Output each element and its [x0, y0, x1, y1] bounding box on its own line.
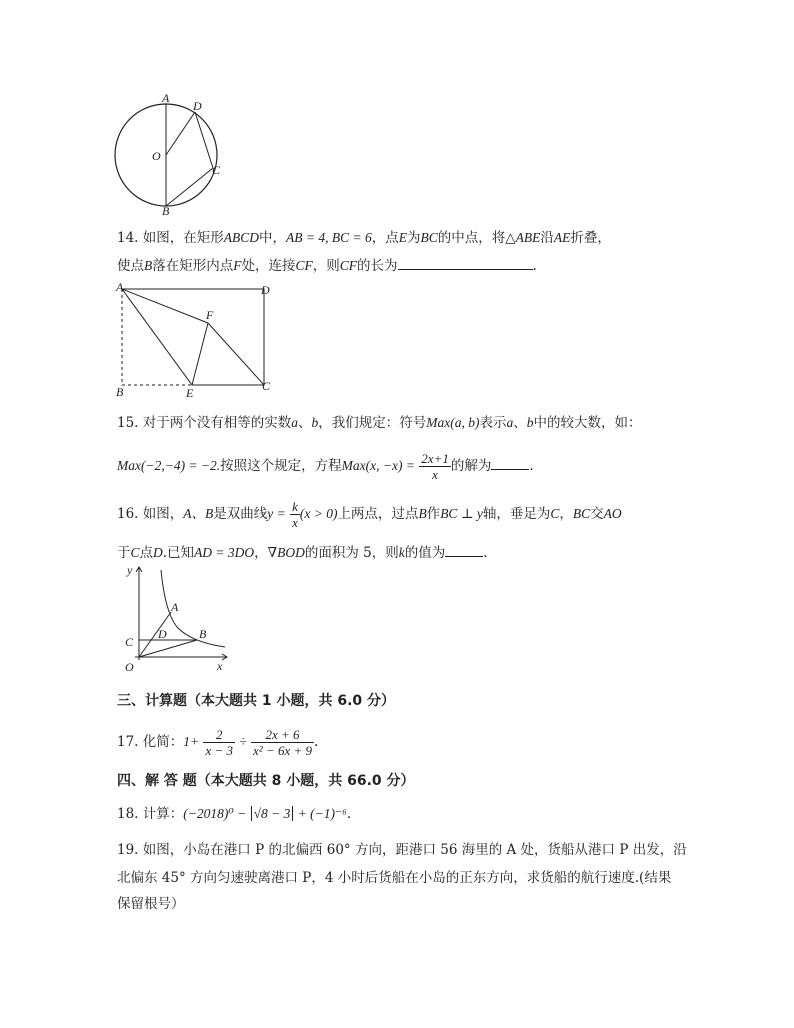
question-18: 18. 计算：(−2018)⁰ − √8 − 3 + (−1)⁻⁶. [117, 806, 352, 822]
question-17: 17. 化简：1+ $\frac{2}{x - 3}$ ÷ $\frac{2x + 6}{\text{x² − 6x + 9}}$ . [117, 727, 319, 758]
question-14-line-2: 使点B落在矩形内点F处，连接CF，则CF的长为 . [117, 255, 537, 276]
label-c: C [212, 163, 221, 177]
fraction-2x-plus-1-over-x: $\frac{2x+1}{x}$ [421, 451, 449, 482]
fraction-2-over-x-minus-3: $\frac{2}{x - 3}$ [205, 727, 233, 758]
rectangle-figure [112, 280, 282, 400]
answer-blank-15 [491, 455, 529, 470]
fraction-2x-plus-6-over-quadratic: $\frac{2x + 6}{\text{x² − 6x + 9}}$ [253, 727, 312, 758]
label-b: B [116, 385, 124, 399]
label-o: O [152, 149, 161, 163]
circle-figure [110, 90, 235, 220]
label-b: B [199, 627, 207, 641]
segment-fe [192, 323, 208, 385]
rectangle-abcd [122, 289, 264, 385]
absolute-value-expression: √8 − 3 [251, 806, 294, 821]
label-b: B [162, 204, 170, 218]
answer-blank-16 [445, 542, 483, 557]
question-19-line-1: 19. 如图，小岛在港口 P 的北偏西 60° 方向，距港口 56 海里的 A 处，货船从港口 P 出发，沿 [117, 842, 687, 858]
label-x: x [217, 659, 223, 673]
label-c: C [125, 635, 134, 649]
answer-blank-14 [398, 255, 533, 270]
segment-fc [208, 323, 264, 385]
fraction-k-over-x: $\frac{k}{x}$ [292, 499, 298, 530]
section-4-heading: 四、解 答 题（本大题共 8 小题，共 66.0 分） [117, 773, 415, 789]
label-d: D [193, 99, 202, 113]
question-19-line-3: 保留根号） [117, 896, 185, 912]
label-a: A [162, 91, 170, 105]
label-o: O [125, 660, 134, 674]
label-f: F [206, 308, 214, 322]
question-15-line-1: 15. 对于两个没有相等的实数a、b，我们规定：符号Max(a, b)表示a、b中的较大数，如： [117, 415, 642, 431]
label-d: D [261, 283, 270, 297]
segment-od [166, 112, 195, 155]
label-d: D [158, 627, 167, 641]
section-3-heading: 三、计算题（本大题共 1 小题，共 6.0 分） [117, 693, 396, 709]
label-a: A [116, 280, 124, 294]
segment-ob [139, 640, 197, 657]
question-16-line-1: 16. 如图，A、B是双曲线y = $\frac{k}{x}$ (x > 0)上两点，过点B作BC ⊥ y轴，垂足为C，BC交AO [117, 499, 622, 530]
label-c: C [262, 379, 271, 393]
label-y: y [127, 563, 133, 577]
hyperbola-figure [115, 562, 240, 677]
segment-ae [122, 289, 192, 385]
question-16-line-2: 于C点D.已知AD = 3DO，∇BOD的面积为 5，则k的值为 . [117, 542, 488, 563]
question-14-line-1: 14. 如图，在矩形ABCD中，AB = 4, BC = 6，点E为BC的中点，将△ABE沿AE折叠， [117, 230, 611, 246]
question-15-line-2: Max(−2,−4) = −2.按照这个规定，方程Max(x, −x) = $\frac{2x+1}{x}$ 的解为 . [117, 451, 534, 482]
label-a: A [171, 600, 179, 614]
label-e: E [186, 386, 194, 400]
question-19-line-2: 北偏东 45° 方向匀速驶离港口 P，4 小时后货船在小岛的正东方向，求货船的航行速度.(结果 [117, 870, 672, 886]
